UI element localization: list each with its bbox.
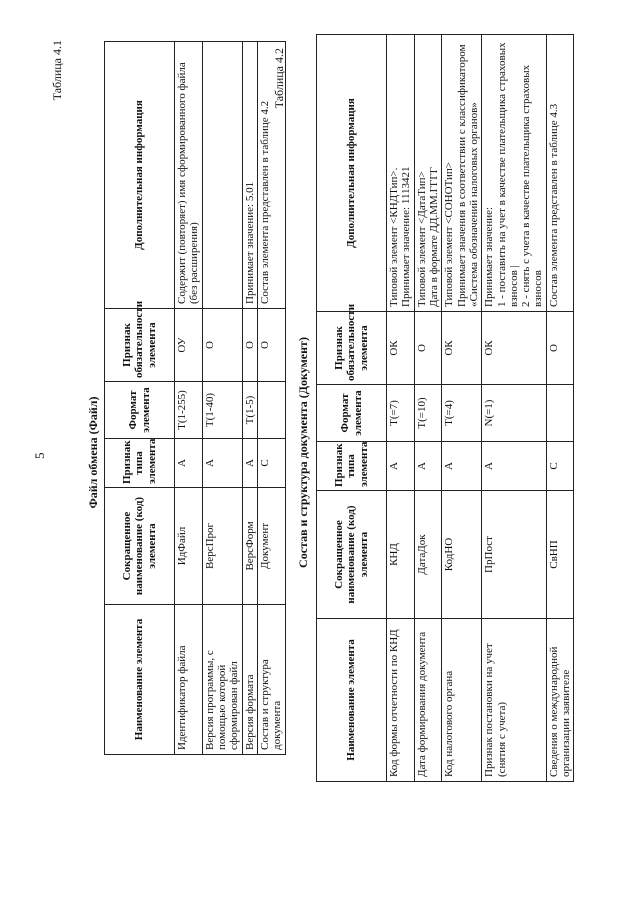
table-cell: ВерсПрог — [202, 488, 242, 605]
table-cell: Т(1-255) — [175, 382, 203, 439]
table-cell: ДатаДок — [414, 491, 442, 619]
column-header: Признак типа элемента — [105, 439, 175, 488]
table-row — [175, 42, 203, 755]
table-cell: Версия программы, с помощью которой сформирован файл — [202, 605, 242, 755]
table-cell: А — [175, 439, 203, 488]
table-cell: О — [202, 309, 242, 382]
table-cell: О — [257, 309, 285, 382]
table-cell: Идентификатор файла — [175, 605, 203, 755]
table-cell: Принимает значение: 5.01 — [242, 42, 257, 309]
table-cell: КодНО — [442, 491, 482, 619]
column-header: Формат элемента — [317, 385, 387, 442]
table-cell: С — [257, 439, 285, 488]
column-header: Формат элемента — [105, 382, 175, 439]
table-cell: Типовой элемент <СОНОТип> Принимает значения в соответствии с классификатором «Система обозначений налоговых органов» — [442, 35, 482, 312]
table-cell: Признак постановки на учет (снятия с учета) — [482, 619, 547, 782]
table-cell: А — [442, 442, 482, 491]
table-row — [202, 42, 242, 755]
table-cell: Принимает значение: 1 - поставить на учет в качестве плательщика страховых взносов | 2 - снять с учета в качестве плательщика страховых взносов — [482, 35, 547, 312]
table-cell — [546, 385, 574, 442]
column-header: Признак обязательности элемента — [317, 312, 387, 385]
table-2-title: Состав и структура документа (Документ) — [296, 337, 310, 568]
table-cell: ОУ — [175, 309, 203, 382]
table-cell: Т(=7) — [387, 385, 415, 442]
table-row — [482, 35, 547, 782]
table-row — [546, 35, 574, 782]
table-cell: Дата формирования документа — [414, 619, 442, 782]
table-cell: Содержит (повторяет) имя сформированного файла (без расширения) — [175, 42, 203, 309]
table-cell: ОК — [442, 312, 482, 385]
table-2-caption: Таблица 4.2 — [272, 48, 286, 109]
table-cell: Код налогового органа — [442, 619, 482, 782]
column-header: Сокращенное наименование (код) элемента — [317, 491, 387, 619]
table-2 — [316, 34, 574, 782]
table-cell: Состав элемента представлен в таблице 4.2 — [257, 42, 285, 309]
table-cell: Т(1-5) — [242, 382, 257, 439]
column-header: Признак типа элемента — [317, 442, 387, 491]
table-cell: С — [546, 442, 574, 491]
column-header: Признак обязательности элемента — [105, 309, 175, 382]
table-cell: Сведения о международной организации заявителе — [546, 619, 574, 782]
table-cell: А — [482, 442, 547, 491]
column-header: Сокращенное наименование (код) элемента — [105, 488, 175, 605]
table-cell: Типовой элемент <КНДТип>. Принимает значение: 1113421 — [387, 35, 415, 312]
table-cell: Т(=4) — [442, 385, 482, 442]
table-cell: А — [242, 439, 257, 488]
table-1 — [104, 41, 286, 755]
table-cell: А — [414, 442, 442, 491]
table-cell: Т(1-40) — [202, 382, 242, 439]
table-1-caption: Таблица 4.1 — [50, 40, 64, 101]
table-cell: N(=1) — [482, 385, 547, 442]
column-header: Наименование элемента — [105, 605, 175, 755]
table-cell: О — [546, 312, 574, 385]
table-cell: Типовой элемент <ДатаТип> Дата в формате ДД.ММ.ГГГГ — [414, 35, 442, 312]
table-row — [414, 35, 442, 782]
table-cell: Версия формата — [242, 605, 257, 755]
table-cell: Код формы отчетности по КНД — [387, 619, 415, 782]
table-cell: Документ — [257, 488, 285, 605]
table-cell: А — [387, 442, 415, 491]
table-cell: Состав элемента представлен в таблице 4.3 — [546, 35, 574, 312]
table-cell: ОК — [387, 312, 415, 385]
table-cell: СвНП — [546, 491, 574, 619]
column-header: Наименование элемента — [317, 619, 387, 782]
table-cell: ПрПост — [482, 491, 547, 619]
table-row — [442, 35, 482, 782]
table-cell: О — [242, 309, 257, 382]
column-header: Дополнительная информация — [317, 35, 387, 312]
table-cell: ОК — [482, 312, 547, 385]
table-1-header-row — [105, 42, 175, 755]
table-row — [387, 35, 415, 782]
table-2-header-row — [317, 35, 387, 782]
table-row — [257, 42, 285, 755]
table-cell: ВерсФорм — [242, 488, 257, 605]
table-row — [242, 42, 257, 755]
table-cell: ИдФайл — [175, 488, 203, 605]
table-cell — [257, 382, 285, 439]
column-header: Дополнительная информация — [105, 42, 175, 309]
table-1-title: Файл обмена (Файл) — [86, 396, 100, 509]
table-cell: А — [202, 439, 242, 488]
page-number: 5 — [32, 452, 47, 459]
table-cell: О — [414, 312, 442, 385]
table-cell: КНД — [387, 491, 415, 619]
table-cell: Т(=10) — [414, 385, 442, 442]
table-cell — [202, 42, 242, 309]
table-cell: Состав и структура документа — [257, 605, 285, 755]
